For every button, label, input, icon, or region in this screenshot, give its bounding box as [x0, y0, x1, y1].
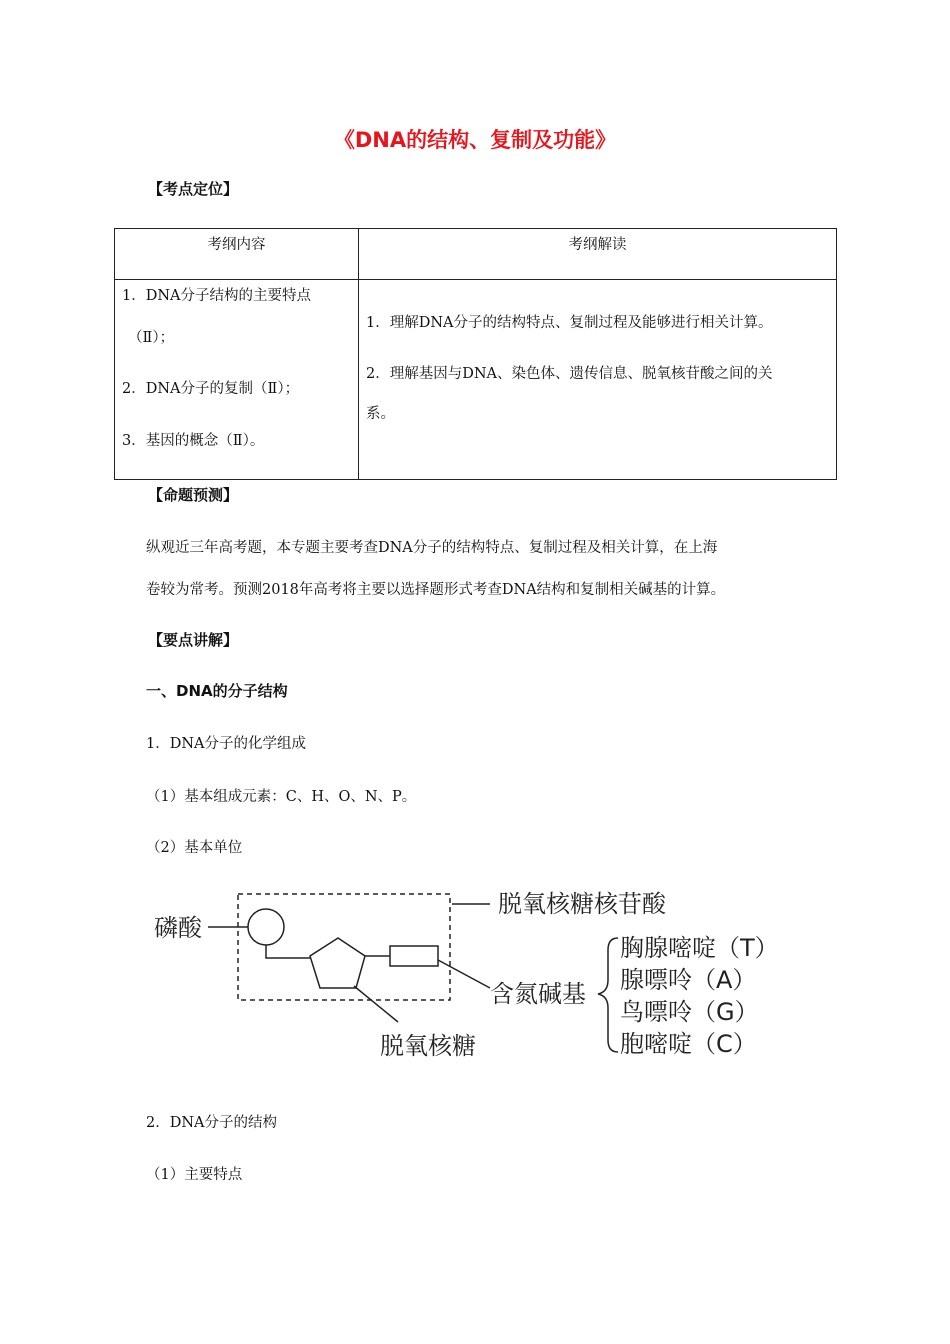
interpretation-item: 2．理解基因与DNA、染色体、遗传信息、脱氧核苷酸之间的关 — [366, 366, 773, 382]
base-guanine-label: 鸟嘌呤（G） — [620, 998, 759, 1026]
content-item: 1．DNA分子结构的主要特点 — [122, 288, 312, 304]
section-yaodian-heading: 【要点讲解】 — [148, 631, 239, 649]
content-item: 3．基因的概念（Ⅱ）。 — [122, 433, 265, 449]
section-mingti-heading: 【命题预测】 — [148, 486, 239, 504]
table-header-row — [115, 229, 837, 280]
nitrogenous-base-label: 含氮碱基 — [490, 980, 586, 1008]
base-types-brace — [598, 938, 618, 1052]
page-title: 《DNA的结构、复制及功能》 — [333, 128, 617, 152]
phosphate-label: 磷酸 — [154, 914, 202, 942]
part1-heading: 一、DNA的分子结构 — [146, 682, 288, 700]
item-chemical-composition: 1．DNA分子的化学组成 — [146, 736, 307, 752]
content-item: 2．DNA分子的复制（Ⅱ）； — [122, 381, 300, 397]
prediction-line: 纵观近三年高考题，本专题主要考查DNA分子的结构特点、复制过程及相关计算，在上海 — [146, 540, 718, 556]
base-adenine-label: 腺嘌呤（A） — [620, 966, 757, 994]
item-basic-unit: （2）基本单位 — [146, 840, 243, 856]
deoxyribose-pentagon — [310, 938, 365, 988]
item-elements: （1）基本组成元素：C、H、O、N、P。 — [146, 789, 417, 805]
header-cell-interpretation: 考纲解读 — [359, 229, 837, 280]
interpretation-item: 1．理解DNA分子的结构特点、复制过程及能够进行相关计算。 — [366, 315, 773, 331]
interpretation-item: 系。 — [366, 406, 395, 422]
content-item: （Ⅱ）； — [128, 330, 175, 346]
base-cytosine-label: 胞嘧啶（C） — [620, 1030, 757, 1058]
nucleotide-label: 脱氧核糖核苷酸 — [498, 890, 666, 918]
prediction-line: 卷较为常考。预测2018年高考将主要以选择题形式考查DNA结构和复制相关碱基的计算。 — [146, 582, 726, 598]
item-dna-structure: 2．DNA分子的结构 — [146, 1115, 278, 1131]
base-thymine-label: 胸腺嘧啶（T） — [620, 934, 779, 962]
section-kaodian-heading: 【考点定位】 — [148, 180, 239, 198]
item-main-features: （1）主要特点 — [146, 1167, 243, 1183]
header-cell-content: 考纲内容 — [115, 229, 359, 280]
phosphate-circle — [248, 909, 284, 945]
deoxyribose-label: 脱氧核糖 — [380, 1032, 476, 1060]
nucleotide-diagram — [140, 870, 800, 1070]
base-rectangle — [390, 946, 438, 966]
